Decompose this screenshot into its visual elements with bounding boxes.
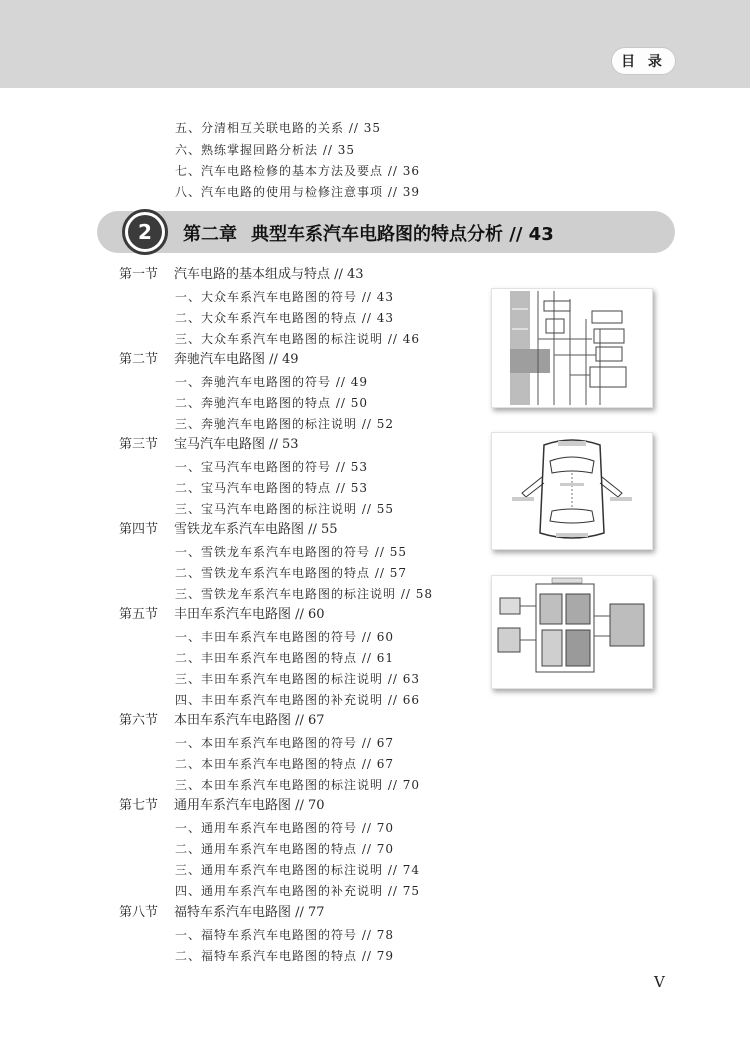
toc-section[interactable] [119, 352, 299, 368]
section-title: 汽车电路的基本组成与特点 // 43 [174, 267, 364, 282]
toc-item[interactable]: 二、丰田车系汽车电路图的特点 // 61 [175, 651, 394, 665]
toc-item[interactable]: 五、分清相互关联电路的关系 // 35 [175, 121, 381, 135]
toc-item[interactable]: 四、丰田车系汽车电路图的补充说明 // 66 [175, 693, 420, 707]
toc-section[interactable] [119, 267, 364, 283]
section-title: 雪铁龙车系汽车电路图 // 55 [174, 522, 338, 537]
section-number: 第三节 [119, 437, 159, 452]
section-title: 宝马汽车电路图 // 53 [174, 437, 299, 452]
toc-section[interactable] [119, 522, 338, 538]
header-band [0, 0, 750, 88]
section-number: 第八节 [119, 905, 159, 920]
chapter-title[interactable] [183, 220, 554, 246]
toc-item[interactable]: 一、雪铁龙车系汽车电路图的符号 // 55 [175, 545, 407, 559]
toc-item[interactable]: 七、汽车电路检修的基本方法及要点 // 36 [175, 164, 420, 178]
toc-item[interactable]: 一、奔驰汽车电路图的符号 // 49 [175, 375, 368, 389]
toc-item[interactable]: 三、丰田车系汽车电路图的标注说明 // 63 [175, 672, 420, 686]
toc-item[interactable]: 三、本田车系汽车电路图的标注说明 // 70 [175, 778, 420, 792]
section-title: 奔驰汽车电路图 // 49 [174, 352, 299, 367]
fuse-box-thumbnail [491, 575, 653, 689]
toc-item[interactable]: 一、通用车系汽车电路图的符号 // 70 [175, 821, 394, 835]
toc-item[interactable]: 三、雪铁龙车系汽车电路图的标注说明 // 58 [175, 587, 433, 601]
page-number: V [654, 973, 665, 991]
section-number: 第四节 [119, 522, 159, 537]
car-top-view-thumbnail [491, 432, 653, 550]
car-top-view-graphic [492, 433, 652, 549]
toc-item[interactable]: 八、汽车电路的使用与检修注意事项 // 39 [175, 185, 420, 199]
section-number: 第二节 [119, 352, 159, 367]
section-number: 第五节 [119, 607, 159, 622]
section-number: 第六节 [119, 713, 159, 728]
section-number: 第七节 [119, 798, 159, 813]
section-title: 本田车系汽车电路图 // 67 [174, 713, 325, 728]
toc-section[interactable] [119, 713, 325, 729]
toc-item[interactable]: 一、本田车系汽车电路图的符号 // 67 [175, 736, 394, 750]
toc-section-tag: 目 录 [612, 48, 675, 74]
toc-item[interactable]: 二、大众车系汽车电路图的特点 // 43 [175, 311, 394, 325]
toc-item[interactable]: 二、雪铁龙车系汽车电路图的特点 // 57 [175, 566, 407, 580]
toc-section[interactable] [119, 798, 325, 814]
toc-section[interactable] [119, 607, 325, 623]
toc-item[interactable]: 二、通用车系汽车电路图的特点 // 70 [175, 842, 394, 856]
toc-item[interactable]: 四、通用车系汽车电路图的补充说明 // 75 [175, 884, 420, 898]
section-title: 丰田车系汽车电路图 // 60 [174, 607, 325, 622]
wiring-diagram-thumbnail [491, 288, 653, 408]
wiring-diagram-graphic [492, 289, 652, 407]
toc-item[interactable]: 二、本田车系汽车电路图的特点 // 67 [175, 757, 394, 771]
toc-item[interactable]: 一、福特车系汽车电路图的符号 // 78 [175, 928, 394, 942]
toc-section[interactable] [119, 905, 325, 921]
toc-item[interactable]: 三、通用车系汽车电路图的标注说明 // 74 [175, 863, 420, 877]
chapter-label: 第二章 [183, 224, 237, 245]
toc-item[interactable]: 一、大众车系汽车电路图的符号 // 43 [175, 290, 394, 304]
toc-item[interactable]: 一、宝马汽车电路图的符号 // 53 [175, 460, 368, 474]
chapter-number: 2 [128, 215, 162, 249]
toc-item[interactable]: 二、宝马汽车电路图的特点 // 53 [175, 481, 368, 495]
toc-item[interactable]: 二、奔驰汽车电路图的特点 // 50 [175, 396, 368, 410]
toc-item[interactable]: 三、宝马汽车电路图的标注说明 // 55 [175, 502, 394, 516]
toc-item[interactable]: 二、福特车系汽车电路图的特点 // 79 [175, 949, 394, 963]
toc-item[interactable]: 一、丰田车系汽车电路图的符号 // 60 [175, 630, 394, 644]
section-title: 福特车系汽车电路图 // 77 [174, 905, 325, 920]
section-number: 第一节 [119, 267, 159, 282]
toc-item[interactable]: 三、大众车系汽车电路图的标注说明 // 46 [175, 332, 420, 346]
chapter-title-text: 典型车系汽车电路图的特点分析 // 43 [251, 224, 554, 245]
fuse-box-graphic [492, 576, 652, 688]
toc-item[interactable]: 三、奔驰汽车电路图的标注说明 // 52 [175, 417, 394, 431]
chapter-number-badge [122, 209, 168, 255]
toc-section[interactable] [119, 437, 299, 453]
toc-item[interactable]: 六、熟练掌握回路分析法 // 35 [175, 143, 355, 157]
section-title: 通用车系汽车电路图 // 70 [174, 798, 325, 813]
